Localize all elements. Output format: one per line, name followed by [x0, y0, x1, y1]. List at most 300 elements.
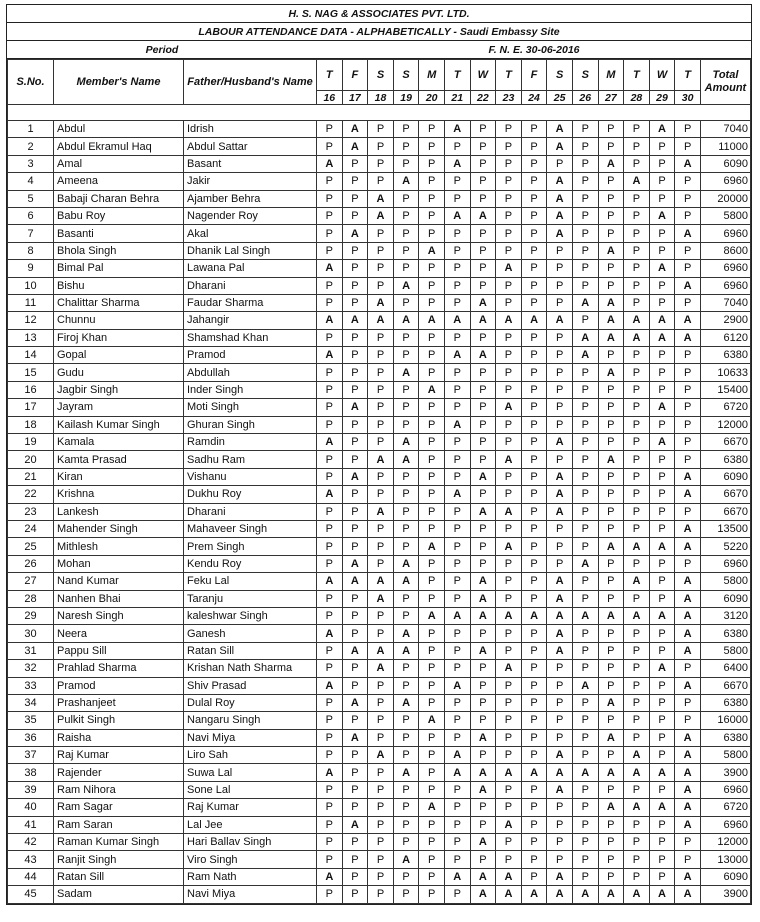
member-name-cell: Chunnu: [54, 312, 184, 329]
table-row: [8, 173, 751, 190]
attendance-cell: P: [317, 173, 343, 190]
attendance-cell: P: [624, 381, 650, 398]
total-amount-cell: 6960: [700, 173, 750, 190]
weekday-header: T: [317, 60, 343, 91]
member-name-cell: Pulkit Singh: [54, 712, 184, 729]
attendance-cell: A: [675, 781, 701, 798]
attendance-cell: A: [598, 329, 624, 346]
total-amount-cell: 2900: [700, 312, 750, 329]
attendance-cell: A: [444, 312, 470, 329]
attendance-cell: A: [470, 781, 496, 798]
attendance-cell: P: [649, 416, 675, 433]
attendance-cell: P: [521, 868, 547, 885]
attendance-cell: A: [547, 138, 573, 155]
attendance-cell: P: [317, 520, 343, 537]
attendance-cell: P: [368, 868, 394, 885]
attendance-cell: A: [598, 294, 624, 311]
total-amount-cell: 5800: [700, 207, 750, 224]
attendance-cell: A: [342, 468, 368, 485]
attendance-cell: P: [342, 381, 368, 398]
date-header: 28: [624, 91, 650, 105]
attendance-cell: A: [547, 625, 573, 642]
table-row: [8, 712, 751, 729]
attendance-cell: P: [419, 816, 445, 833]
serial-number-cell: 19: [8, 434, 54, 451]
attendance-cell: A: [317, 868, 343, 885]
weekday-header: W: [470, 60, 496, 91]
attendance-cell: P: [496, 416, 522, 433]
attendance-cell: P: [675, 242, 701, 259]
attendance-cell: P: [624, 294, 650, 311]
attendance-cell: P: [368, 886, 394, 903]
attendance-cell: P: [624, 155, 650, 172]
attendance-cell: A: [649, 434, 675, 451]
attendance-cell: A: [470, 607, 496, 624]
attendance-cell: P: [317, 799, 343, 816]
attendance-cell: A: [342, 573, 368, 590]
attendance-cell: P: [393, 607, 419, 624]
attendance-cell: P: [675, 138, 701, 155]
father-name-cell: Dharani: [184, 277, 317, 294]
attendance-cell: A: [624, 538, 650, 555]
attendance-cell: P: [444, 816, 470, 833]
attendance-cell: P: [547, 538, 573, 555]
attendance-cell: P: [342, 590, 368, 607]
attendance-cell: P: [649, 729, 675, 746]
father-name-cell: Taranju: [184, 590, 317, 607]
member-name-header: Member's Name: [54, 60, 184, 105]
attendance-cell: A: [496, 660, 522, 677]
attendance-cell: P: [342, 260, 368, 277]
total-amount-cell: 6380: [700, 729, 750, 746]
attendance-cell: A: [572, 607, 598, 624]
attendance-cell: P: [521, 729, 547, 746]
member-name-cell: Ram Nihora: [54, 781, 184, 798]
attendance-cell: P: [521, 573, 547, 590]
attendance-cell: A: [470, 764, 496, 781]
attendance-cell: P: [368, 225, 394, 242]
serial-number-cell: 16: [8, 381, 54, 398]
father-name-cell: Pramod: [184, 347, 317, 364]
father-name-cell: Navi Miya: [184, 729, 317, 746]
father-name-header: Father/Husband's Name: [184, 60, 317, 105]
attendance-cell: P: [572, 503, 598, 520]
attendance-cell: A: [649, 799, 675, 816]
attendance-cell: P: [572, 868, 598, 885]
attendance-cell: P: [521, 834, 547, 851]
member-name-cell: Kailash Kumar Singh: [54, 416, 184, 433]
serial-number-cell: 28: [8, 590, 54, 607]
attendance-cell: P: [675, 503, 701, 520]
attendance-cell: A: [470, 886, 496, 903]
attendance-cell: P: [521, 816, 547, 833]
father-name-cell: Feku Lal: [184, 573, 317, 590]
attendance-cell: A: [317, 573, 343, 590]
attendance-cell: P: [496, 694, 522, 711]
attendance-cell: P: [624, 190, 650, 207]
father-name-cell: Navi Miya: [184, 886, 317, 903]
attendance-cell: P: [598, 834, 624, 851]
attendance-cell: P: [572, 468, 598, 485]
attendance-cell: P: [419, 451, 445, 468]
total-amount-cell: 10633: [700, 364, 750, 381]
attendance-cell: P: [547, 347, 573, 364]
attendance-cell: P: [521, 712, 547, 729]
serial-number-cell: 6: [8, 207, 54, 224]
attendance-cell: P: [521, 381, 547, 398]
total-amount-cell: 6960: [700, 260, 750, 277]
attendance-cell: P: [496, 242, 522, 259]
member-name-cell: Pappu Sill: [54, 642, 184, 659]
attendance-cell: P: [317, 451, 343, 468]
attendance-cell: P: [547, 399, 573, 416]
attendance-cell: P: [649, 694, 675, 711]
attendance-cell: P: [572, 573, 598, 590]
attendance-cell: P: [342, 520, 368, 537]
attendance-cell: P: [470, 138, 496, 155]
attendance-cell: P: [572, 712, 598, 729]
attendance-cell: P: [444, 660, 470, 677]
attendance-cell: A: [547, 781, 573, 798]
attendance-cell: P: [419, 294, 445, 311]
attendance-cell: P: [496, 520, 522, 537]
member-name-cell: Lankesh: [54, 503, 184, 520]
attendance-cell: A: [393, 434, 419, 451]
attendance-cell: P: [572, 173, 598, 190]
attendance-cell: P: [521, 242, 547, 259]
father-name-cell: Jahangir: [184, 312, 317, 329]
attendance-cell: P: [393, 242, 419, 259]
attendance-cell: P: [444, 799, 470, 816]
attendance-cell: P: [547, 660, 573, 677]
attendance-cell: P: [572, 816, 598, 833]
attendance-cell: P: [521, 520, 547, 537]
attendance-cell: A: [444, 677, 470, 694]
attendance-cell: P: [624, 207, 650, 224]
total-amount-cell: 6670: [700, 503, 750, 520]
attendance-cell: P: [649, 834, 675, 851]
attendance-cell: P: [496, 155, 522, 172]
attendance-cell: P: [649, 781, 675, 798]
attendance-cell: P: [444, 555, 470, 572]
attendance-cell: P: [419, 225, 445, 242]
attendance-cell: P: [624, 416, 650, 433]
attendance-cell: P: [342, 886, 368, 903]
attendance-cell: P: [419, 642, 445, 659]
attendance-cell: P: [649, 451, 675, 468]
attendance-cell: P: [675, 364, 701, 381]
member-name-cell: Babaji Charan Behra: [54, 190, 184, 207]
attendance-cell: P: [675, 381, 701, 398]
attendance-cell: A: [649, 207, 675, 224]
attendance-cell: P: [496, 486, 522, 503]
attendance-cell: A: [470, 729, 496, 746]
attendance-cell: A: [342, 694, 368, 711]
date-header: 24: [521, 91, 547, 105]
serial-number-cell: 1: [8, 121, 54, 138]
attendance-cell: A: [624, 173, 650, 190]
attendance-cell: P: [598, 520, 624, 537]
attendance-cell: P: [547, 260, 573, 277]
father-name-cell: Nagender Roy: [184, 207, 317, 224]
attendance-cell: P: [572, 260, 598, 277]
member-name-cell: Firoj Khan: [54, 329, 184, 346]
attendance-cell: P: [419, 677, 445, 694]
total-amount-cell: 20000: [700, 190, 750, 207]
attendance-cell: P: [444, 434, 470, 451]
attendance-cell: A: [444, 486, 470, 503]
attendance-cell: P: [470, 121, 496, 138]
attendance-cell: A: [572, 555, 598, 572]
attendance-cell: P: [598, 207, 624, 224]
attendance-cell: P: [649, 555, 675, 572]
attendance-cell: P: [547, 381, 573, 398]
attendance-cell: A: [675, 799, 701, 816]
attendance-cell: P: [521, 468, 547, 485]
serial-number-cell: 38: [8, 764, 54, 781]
attendance-cell: P: [624, 486, 650, 503]
attendance-cell: P: [624, 121, 650, 138]
attendance-cell: A: [470, 294, 496, 311]
attendance-cell: P: [444, 399, 470, 416]
attendance-cell: P: [649, 173, 675, 190]
attendance-cell: P: [444, 573, 470, 590]
attendance-cell: P: [419, 207, 445, 224]
attendance-cell: P: [572, 138, 598, 155]
attendance-cell: P: [496, 712, 522, 729]
attendance-cell: A: [419, 799, 445, 816]
attendance-cell: A: [547, 573, 573, 590]
attendance-cell: P: [496, 138, 522, 155]
attendance-cell: P: [572, 225, 598, 242]
attendance-cell: A: [393, 277, 419, 294]
table-row: [8, 799, 751, 816]
attendance-cell: P: [649, 816, 675, 833]
attendance-cell: P: [470, 451, 496, 468]
table-row: [8, 155, 751, 172]
attendance-cell: P: [624, 260, 650, 277]
total-amount-cell: 6380: [700, 347, 750, 364]
father-name-cell: Akal: [184, 225, 317, 242]
attendance-cell: A: [649, 660, 675, 677]
table-row: [8, 834, 751, 851]
attendance-cell: P: [317, 747, 343, 764]
attendance-cell: A: [368, 190, 394, 207]
attendance-cell: P: [317, 225, 343, 242]
attendance-cell: P: [572, 694, 598, 711]
attendance-cell: P: [368, 381, 394, 398]
attendance-cell: P: [598, 851, 624, 868]
attendance-cell: P: [547, 520, 573, 537]
attendance-cell: P: [624, 642, 650, 659]
weekday-header: F: [342, 60, 368, 91]
attendance-cell: A: [317, 260, 343, 277]
attendance-cell: P: [649, 155, 675, 172]
father-name-cell: Basant: [184, 155, 317, 172]
attendance-cell: P: [521, 260, 547, 277]
attendance-cell: P: [368, 277, 394, 294]
attendance-cell: P: [393, 816, 419, 833]
attendance-cell: A: [496, 816, 522, 833]
attendance-cell: P: [470, 155, 496, 172]
attendance-cell: A: [342, 312, 368, 329]
attendance-cell: A: [470, 573, 496, 590]
attendance-cell: A: [521, 312, 547, 329]
attendance-cell: A: [368, 294, 394, 311]
attendance-cell: P: [393, 590, 419, 607]
attendance-cell: A: [444, 347, 470, 364]
attendance-cell: A: [675, 573, 701, 590]
member-name-cell: Naresh Singh: [54, 607, 184, 624]
attendance-cell: A: [444, 868, 470, 885]
attendance-cell: P: [572, 520, 598, 537]
total-amount-cell: 12000: [700, 416, 750, 433]
attendance-cell: P: [444, 138, 470, 155]
attendance-cell: A: [624, 573, 650, 590]
attendance-cell: P: [317, 121, 343, 138]
attendance-cell: P: [624, 225, 650, 242]
table-row: [8, 468, 751, 485]
attendance-cell: P: [521, 555, 547, 572]
total-amount-cell: 6720: [700, 799, 750, 816]
attendance-cell: P: [649, 503, 675, 520]
attendance-cell: P: [368, 607, 394, 624]
attendance-cell: A: [470, 642, 496, 659]
total-amount-cell: 3900: [700, 886, 750, 903]
attendance-cell: P: [342, 660, 368, 677]
attendance-cell: P: [470, 173, 496, 190]
father-name-cell: Idrish: [184, 121, 317, 138]
attendance-cell: A: [393, 312, 419, 329]
attendance-cell: P: [649, 242, 675, 259]
attendance-cell: P: [368, 816, 394, 833]
attendance-cell: A: [368, 207, 394, 224]
serial-number-cell: 5: [8, 190, 54, 207]
total-amount-cell: 6670: [700, 486, 750, 503]
attendance-cell: P: [393, 138, 419, 155]
attendance-cell: P: [598, 347, 624, 364]
member-name-cell: Gopal: [54, 347, 184, 364]
attendance-cell: P: [496, 364, 522, 381]
attendance-cell: P: [521, 138, 547, 155]
attendance-cell: A: [572, 677, 598, 694]
serial-number-cell: 8: [8, 242, 54, 259]
attendance-cell: A: [368, 747, 394, 764]
father-name-cell: Dharani: [184, 503, 317, 520]
serial-number-cell: 27: [8, 573, 54, 590]
attendance-cell: P: [342, 277, 368, 294]
father-name-cell: Kendu Roy: [184, 555, 317, 572]
father-name-cell: Ganesh: [184, 625, 317, 642]
attendance-cell: P: [368, 155, 394, 172]
attendance-cell: P: [521, 190, 547, 207]
serial-number-cell: 15: [8, 364, 54, 381]
attendance-cell: P: [598, 868, 624, 885]
attendance-cell: P: [521, 416, 547, 433]
attendance-cell: P: [444, 834, 470, 851]
father-name-cell: Mahaveer Singh: [184, 520, 317, 537]
table-row: [8, 642, 751, 659]
attendance-cell: A: [572, 294, 598, 311]
date-header: 27: [598, 91, 624, 105]
attendance-cell: A: [419, 712, 445, 729]
attendance-cell: P: [317, 503, 343, 520]
attendance-cell: P: [521, 329, 547, 346]
attendance-cell: A: [572, 347, 598, 364]
attendance-cell: P: [624, 816, 650, 833]
table-row: [8, 451, 751, 468]
attendance-cell: P: [649, 486, 675, 503]
attendance-rows: [8, 121, 751, 904]
attendance-cell: P: [572, 121, 598, 138]
attendance-cell: P: [598, 225, 624, 242]
table-row: [8, 434, 751, 451]
attendance-cell: A: [675, 747, 701, 764]
attendance-cell: P: [393, 834, 419, 851]
total-amount-cell: 15400: [700, 381, 750, 398]
serial-number-cell: 13: [8, 329, 54, 346]
attendance-cell: P: [521, 851, 547, 868]
serial-number-cell: 14: [8, 347, 54, 364]
attendance-cell: P: [547, 294, 573, 311]
attendance-cell: A: [317, 625, 343, 642]
weekday-header: M: [419, 60, 445, 91]
attendance-cell: P: [342, 781, 368, 798]
serial-number-cell: 35: [8, 712, 54, 729]
fne-label: F. N. E. 30-06-2016: [488, 43, 580, 56]
attendance-cell: A: [342, 642, 368, 659]
attendance-cell: P: [444, 451, 470, 468]
attendance-cell: P: [598, 190, 624, 207]
attendance-cell: P: [598, 173, 624, 190]
total-amount-cell: 5800: [700, 573, 750, 590]
attendance-cell: A: [317, 677, 343, 694]
attendance-cell: P: [444, 538, 470, 555]
attendance-cell: P: [419, 468, 445, 485]
attendance-cell: A: [598, 764, 624, 781]
attendance-cell: A: [496, 399, 522, 416]
attendance-cell: P: [419, 486, 445, 503]
attendance-cell: A: [572, 764, 598, 781]
attendance-cell: P: [572, 312, 598, 329]
attendance-cell: A: [598, 451, 624, 468]
attendance-cell: P: [547, 677, 573, 694]
attendance-cell: P: [342, 799, 368, 816]
attendance-cell: A: [547, 590, 573, 607]
serial-number-cell: 23: [8, 503, 54, 520]
total-amount-cell: 6400: [700, 660, 750, 677]
total-amount-cell: 6090: [700, 468, 750, 485]
spacer-row: [8, 105, 751, 121]
attendance-cell: A: [368, 451, 394, 468]
total-amount-cell: 6960: [700, 816, 750, 833]
member-name-cell: Nand Kumar: [54, 573, 184, 590]
weekday-header: W: [649, 60, 675, 91]
attendance-cell: P: [649, 712, 675, 729]
attendance-cell: P: [496, 834, 522, 851]
member-name-cell: Chalittar Sharma: [54, 294, 184, 311]
attendance-cell: P: [393, 712, 419, 729]
total-amount-cell: 6380: [700, 451, 750, 468]
attendance-cell: P: [444, 712, 470, 729]
attendance-cell: P: [649, 364, 675, 381]
attendance-cell: P: [419, 434, 445, 451]
attendance-cell: P: [342, 329, 368, 346]
attendance-cell: P: [521, 694, 547, 711]
attendance-cell: A: [598, 155, 624, 172]
attendance-cell: P: [598, 468, 624, 485]
attendance-cell: P: [317, 190, 343, 207]
